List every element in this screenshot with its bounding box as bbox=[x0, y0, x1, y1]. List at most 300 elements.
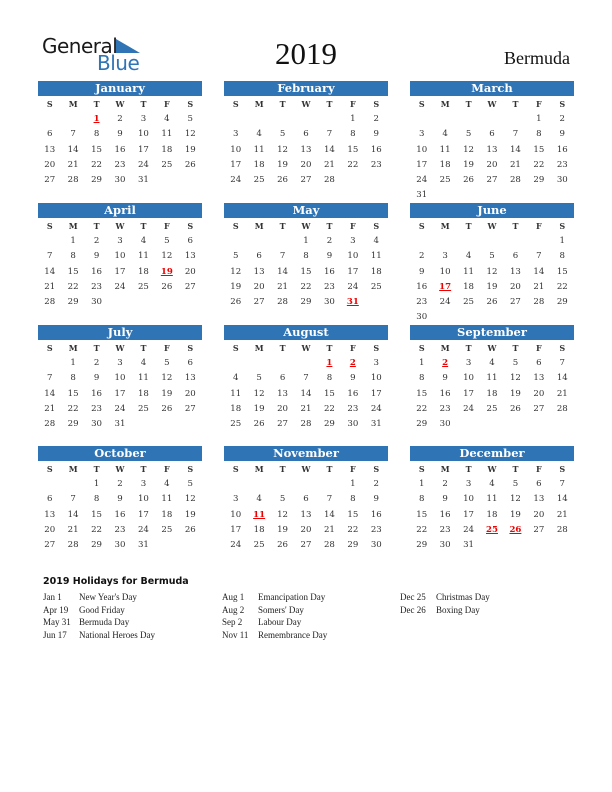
calendar-day: 13 bbox=[300, 509, 312, 520]
weekday-label: F bbox=[536, 221, 542, 231]
weekday-label: F bbox=[164, 464, 170, 474]
calendar-day: 15 bbox=[533, 144, 545, 155]
calendar-day: 1 bbox=[70, 358, 76, 369]
month-header: September bbox=[410, 325, 574, 340]
calendar-day: 16 bbox=[416, 281, 428, 292]
calendar-day: 13 bbox=[277, 388, 289, 399]
calendar-day: 3 bbox=[418, 129, 425, 140]
calendar-day: 3 bbox=[140, 479, 147, 490]
weekday-label: S bbox=[46, 343, 53, 353]
calendar-day: 11 bbox=[161, 494, 173, 505]
calendar-day: 23 bbox=[91, 403, 103, 414]
empty-day bbox=[271, 477, 294, 492]
weekday-label: M bbox=[440, 464, 450, 474]
calendar-day: 25 bbox=[486, 403, 498, 414]
empty-day bbox=[247, 477, 270, 492]
empty-day bbox=[504, 112, 527, 127]
calendar-day: 23 bbox=[91, 281, 103, 292]
month-november bbox=[224, 446, 388, 553]
weekday-label: S bbox=[232, 464, 239, 474]
calendar-day: 18 bbox=[161, 509, 173, 520]
calendar-day: 8 bbox=[418, 494, 425, 505]
calendar-day: 22 bbox=[91, 524, 103, 535]
weekday-label: T bbox=[279, 464, 286, 474]
calendar-day: 1 bbox=[70, 236, 76, 247]
calendar-day: 30 bbox=[370, 539, 382, 550]
holiday-date-label: Dec 25 bbox=[400, 592, 426, 602]
calendar-day: 29 bbox=[323, 418, 335, 429]
holiday-name: Emancipation Day bbox=[258, 592, 326, 602]
calendar-day: 22 bbox=[556, 281, 568, 292]
calendar-day: 14 bbox=[67, 144, 79, 155]
calendar-day: 21 bbox=[323, 159, 335, 170]
month-header: February bbox=[224, 81, 388, 96]
calendar-day: 29 bbox=[67, 296, 79, 307]
month-header: November bbox=[224, 446, 388, 461]
calendar-day: 5 bbox=[489, 251, 495, 262]
calendar-day: 30 bbox=[114, 174, 126, 185]
holiday-date: 19 bbox=[160, 266, 173, 277]
calendar-day: 25 bbox=[370, 281, 382, 292]
calendar-day: 22 bbox=[323, 403, 335, 414]
calendar-day: 25 bbox=[463, 296, 475, 307]
weekday-label: W bbox=[115, 343, 125, 353]
holiday-date: 31 bbox=[346, 296, 359, 307]
calendar-day: 15 bbox=[347, 144, 359, 155]
calendar-day: 26 bbox=[277, 174, 289, 185]
calendar-day: 9 bbox=[350, 373, 356, 384]
calendar-day: 12 bbox=[161, 373, 173, 384]
calendar-day: 5 bbox=[164, 236, 170, 247]
month-days-grid bbox=[410, 462, 574, 553]
month-days-grid bbox=[224, 97, 388, 188]
calendar-day: 28 bbox=[323, 174, 335, 185]
weekday-label: T bbox=[512, 343, 519, 353]
calendar-day: 12 bbox=[230, 266, 242, 277]
calendar-day: 27 bbox=[184, 281, 196, 292]
weekday-label: S bbox=[373, 221, 380, 231]
calendar-day: 9 bbox=[117, 129, 123, 140]
calendar-day: 27 bbox=[509, 296, 521, 307]
calendar-day: 21 bbox=[67, 524, 79, 535]
weekday-label: T bbox=[279, 99, 286, 109]
empty-day bbox=[480, 112, 503, 127]
calendar-day: 1 bbox=[303, 236, 309, 247]
calendar-day: 24 bbox=[230, 539, 242, 550]
calendar-day: 29 bbox=[416, 418, 428, 429]
calendar-day: 13 bbox=[184, 251, 196, 262]
calendar-day: 22 bbox=[91, 159, 103, 170]
weekday-label: T bbox=[465, 99, 472, 109]
weekday-label: T bbox=[512, 221, 519, 231]
month-header: May bbox=[224, 203, 388, 218]
calendar-day: 21 bbox=[556, 509, 568, 520]
calendar-day: 17 bbox=[137, 144, 149, 155]
weekday-label: S bbox=[373, 99, 380, 109]
calendar-day: 29 bbox=[556, 296, 568, 307]
calendar-day: 15 bbox=[416, 509, 428, 520]
calendar-day: 5 bbox=[512, 479, 519, 490]
calendar-day: 26 bbox=[161, 403, 173, 414]
holiday-item bbox=[222, 616, 327, 629]
calendar-day: 18 bbox=[137, 266, 149, 277]
holiday-date: 1 bbox=[93, 114, 100, 125]
calendar-day: 9 bbox=[559, 129, 566, 140]
calendar-day: 27 bbox=[533, 524, 545, 535]
holiday-date-label: Apr 19 bbox=[43, 604, 69, 615]
calendar-day: 17 bbox=[137, 509, 149, 520]
empty-day bbox=[318, 112, 341, 127]
calendar-day: 7 bbox=[303, 373, 309, 384]
calendar-day: 16 bbox=[347, 388, 359, 399]
calendar-day: 21 bbox=[67, 159, 79, 170]
calendar-day: 9 bbox=[93, 373, 100, 384]
calendar-day: 30 bbox=[323, 296, 335, 307]
calendar-day: 11 bbox=[486, 494, 498, 505]
calendar-day: 3 bbox=[117, 358, 123, 369]
weekday-label: S bbox=[187, 343, 194, 353]
calendar-day: 5 bbox=[512, 358, 519, 369]
calendar-day: 16 bbox=[91, 388, 103, 399]
calendar-day: 25 bbox=[253, 174, 265, 185]
weekday-label: M bbox=[68, 464, 78, 474]
calendar-day: 5 bbox=[187, 114, 194, 125]
weekday-label: T bbox=[93, 343, 100, 353]
weekday-label: F bbox=[536, 99, 542, 109]
calendar-day: 26 bbox=[184, 524, 196, 535]
weekday-label: T bbox=[465, 343, 472, 353]
calendar-day: 17 bbox=[114, 388, 126, 399]
month-march bbox=[410, 81, 574, 203]
calendar-day: 6 bbox=[256, 251, 262, 262]
empty-day bbox=[224, 112, 247, 127]
empty-day bbox=[294, 356, 317, 371]
weekday-label: F bbox=[164, 343, 170, 353]
calendar-day: 8 bbox=[536, 129, 542, 140]
weekday-label: M bbox=[254, 343, 264, 353]
empty-day bbox=[247, 112, 270, 127]
weekday-label: T bbox=[140, 343, 147, 353]
calendar-day: 10 bbox=[230, 144, 242, 155]
calendar-day: 10 bbox=[114, 373, 126, 384]
calendar-day: 26 bbox=[230, 296, 242, 307]
weekday-label: F bbox=[164, 99, 170, 109]
holiday-date-label: Jun 17 bbox=[43, 630, 67, 641]
calendar-day: 18 bbox=[486, 509, 498, 520]
month-days-grid bbox=[224, 341, 388, 432]
calendar-day: 17 bbox=[230, 524, 242, 535]
calendar-day: 16 bbox=[556, 144, 568, 155]
calendar-day: 20 bbox=[300, 524, 312, 535]
calendar-day: 8 bbox=[303, 251, 309, 262]
calendar-day: 2 bbox=[442, 479, 448, 490]
month-header: January bbox=[38, 81, 202, 96]
month-days-grid bbox=[38, 341, 202, 432]
calendar-day: 26 bbox=[463, 174, 475, 185]
month-days-grid bbox=[410, 219, 574, 325]
month-april bbox=[38, 203, 202, 310]
calendar-day: 11 bbox=[230, 388, 242, 399]
calendar-day: 27 bbox=[486, 174, 498, 185]
calendar-day: 17 bbox=[347, 266, 359, 277]
calendar-day: 21 bbox=[277, 281, 289, 292]
month-june bbox=[410, 203, 574, 325]
calendar-day: 11 bbox=[161, 129, 173, 140]
weekday-label: F bbox=[350, 221, 356, 231]
calendar-day: 8 bbox=[93, 494, 100, 505]
calendar-day: 27 bbox=[533, 403, 545, 414]
calendar-day: 20 bbox=[533, 509, 545, 520]
calendar-day: 25 bbox=[161, 524, 173, 535]
calendar-day: 23 bbox=[416, 296, 428, 307]
calendar-day: 4 bbox=[442, 129, 448, 140]
calendar-day: 20 bbox=[509, 281, 521, 292]
calendar-day: 16 bbox=[91, 266, 103, 277]
holiday-date-label: Aug 1 bbox=[222, 592, 245, 602]
calendar-day: 19 bbox=[509, 388, 521, 399]
empty-day bbox=[504, 234, 527, 249]
holiday-date: 1 bbox=[326, 358, 333, 369]
calendar-day: 28 bbox=[300, 418, 312, 429]
calendar-day: 26 bbox=[486, 296, 498, 307]
calendar-day: 7 bbox=[559, 479, 566, 490]
calendar-day: 11 bbox=[439, 144, 451, 155]
calendar-day: 7 bbox=[279, 251, 286, 262]
weekday-label: S bbox=[187, 464, 194, 474]
calendar-day: 10 bbox=[439, 266, 451, 277]
holiday-date-label: Aug 2 bbox=[222, 604, 245, 615]
weekday-label: F bbox=[350, 464, 356, 474]
calendar-day: 26 bbox=[161, 281, 173, 292]
holiday-date-label: Dec 26 bbox=[400, 604, 426, 615]
calendar-day: 7 bbox=[70, 494, 76, 505]
weekday-label: F bbox=[536, 343, 542, 353]
calendar-day: 4 bbox=[140, 236, 147, 247]
calendar-day: 22 bbox=[347, 159, 359, 170]
calendar-day: 9 bbox=[442, 373, 448, 384]
calendar-day: 18 bbox=[230, 403, 242, 414]
weekday-label: T bbox=[140, 99, 147, 109]
weekday-label: F bbox=[164, 221, 170, 231]
weekday-label: W bbox=[487, 99, 497, 109]
empty-day bbox=[38, 234, 61, 249]
calendar-day: 28 bbox=[556, 524, 568, 535]
holiday-column bbox=[400, 591, 490, 616]
calendar-day: 4 bbox=[140, 358, 147, 369]
calendar-day: 4 bbox=[256, 129, 262, 140]
calendar-day: 18 bbox=[439, 159, 451, 170]
weekday-label: S bbox=[418, 343, 425, 353]
holiday-name: Good Friday bbox=[79, 604, 125, 615]
calendar-day: 2 bbox=[93, 358, 100, 369]
calendar-day: 31 bbox=[137, 174, 149, 185]
calendar-day: 1 bbox=[418, 358, 425, 369]
calendar-day: 30 bbox=[91, 418, 103, 429]
calendar-day: 29 bbox=[347, 539, 359, 550]
calendar-day: 23 bbox=[556, 159, 568, 170]
calendar-day: 22 bbox=[416, 524, 428, 535]
weekday-label: T bbox=[279, 343, 286, 353]
calendar-day: 6 bbox=[187, 236, 194, 247]
empty-day bbox=[38, 112, 61, 127]
weekday-label: T bbox=[279, 221, 286, 231]
calendar-day: 19 bbox=[253, 403, 265, 414]
calendar-day: 19 bbox=[277, 159, 289, 170]
weekday-label: T bbox=[326, 99, 333, 109]
calendar-day: 30 bbox=[439, 539, 451, 550]
weekday-label: S bbox=[232, 343, 239, 353]
calendar-day: 12 bbox=[253, 388, 265, 399]
weekday-label: M bbox=[440, 99, 450, 109]
calendar-day: 7 bbox=[559, 358, 566, 369]
weekday-label: S bbox=[187, 221, 194, 231]
calendar-day: 13 bbox=[300, 144, 312, 155]
calendar-day: 10 bbox=[463, 494, 475, 505]
calendar-day: 14 bbox=[67, 509, 79, 520]
calendar-day: 13 bbox=[44, 509, 56, 520]
weekday-label: M bbox=[68, 343, 78, 353]
calendar-day: 29 bbox=[533, 174, 545, 185]
month-header: June bbox=[410, 203, 574, 218]
calendar-day: 18 bbox=[486, 388, 498, 399]
calendar-day: 3 bbox=[465, 479, 472, 490]
calendar-day: 16 bbox=[114, 509, 126, 520]
calendar-day: 9 bbox=[373, 494, 380, 505]
calendar-day: 9 bbox=[418, 266, 425, 277]
weekday-label: M bbox=[254, 464, 264, 474]
calendar-day: 12 bbox=[463, 144, 475, 155]
calendar-day: 18 bbox=[370, 266, 382, 277]
calendar-day: 5 bbox=[232, 251, 239, 262]
calendar-day: 5 bbox=[465, 129, 472, 140]
weekday-label: S bbox=[232, 99, 239, 109]
holiday-date-label: Jan 1 bbox=[43, 592, 62, 602]
calendar-day: 1 bbox=[536, 114, 542, 125]
empty-day bbox=[224, 477, 247, 492]
calendar-day: 28 bbox=[44, 296, 56, 307]
holiday-item bbox=[222, 591, 327, 604]
weekday-label: W bbox=[301, 464, 311, 474]
calendar-day: 8 bbox=[350, 129, 356, 140]
month-header: August bbox=[224, 325, 388, 340]
calendar-day: 24 bbox=[463, 403, 475, 414]
weekday-label: T bbox=[326, 221, 333, 231]
weekday-label: W bbox=[487, 464, 497, 474]
calendar-day: 23 bbox=[439, 403, 451, 414]
holiday-date: 25 bbox=[486, 524, 498, 535]
empty-day bbox=[224, 234, 247, 249]
holiday-list bbox=[43, 576, 583, 641]
calendar-day: 16 bbox=[114, 144, 126, 155]
calendar-day: 23 bbox=[114, 524, 126, 535]
calendar-day: 8 bbox=[418, 373, 425, 384]
calendar-day: 13 bbox=[533, 494, 545, 505]
calendar-day: 10 bbox=[463, 373, 475, 384]
empty-day bbox=[457, 112, 480, 127]
calendar-day: 29 bbox=[91, 174, 103, 185]
calendar-day: 26 bbox=[509, 403, 521, 414]
calendar-day: 4 bbox=[232, 373, 239, 384]
calendar-day: 12 bbox=[184, 129, 196, 140]
holiday-name: Labour Day bbox=[258, 617, 302, 628]
calendar-day: 23 bbox=[114, 159, 126, 170]
calendar-day: 15 bbox=[91, 144, 103, 155]
calendar-day: 7 bbox=[326, 129, 333, 140]
weekday-label: F bbox=[350, 99, 356, 109]
empty-day bbox=[294, 477, 317, 492]
holiday-item bbox=[43, 604, 155, 617]
month-october bbox=[38, 446, 202, 553]
calendar-day: 21 bbox=[44, 281, 56, 292]
calendar-day: 5 bbox=[279, 494, 286, 505]
calendar-day: 6 bbox=[536, 479, 542, 490]
month-february bbox=[224, 81, 388, 188]
month-days-grid bbox=[410, 341, 574, 432]
calendar-day: 6 bbox=[46, 129, 53, 140]
calendar-day: 24 bbox=[114, 281, 126, 292]
month-header: October bbox=[38, 446, 202, 461]
holiday-item bbox=[400, 591, 490, 604]
calendar-day: 19 bbox=[486, 281, 498, 292]
calendar-day: 22 bbox=[533, 159, 545, 170]
calendar-day: 20 bbox=[486, 159, 498, 170]
calendar-day: 28 bbox=[556, 403, 568, 414]
holiday-date: 17 bbox=[439, 281, 452, 292]
calendar-day: 6 bbox=[279, 373, 286, 384]
calendar-day: 4 bbox=[465, 251, 472, 262]
holiday-name: Remembrance Day bbox=[258, 630, 328, 641]
calendar-day: 23 bbox=[370, 524, 382, 535]
calendar-day: 19 bbox=[184, 509, 196, 520]
calendar-day: 1 bbox=[350, 479, 356, 490]
holiday-item bbox=[43, 591, 155, 604]
calendar-day: 16 bbox=[370, 509, 382, 520]
calendar-day: 3 bbox=[140, 114, 147, 125]
calendar-day: 15 bbox=[91, 509, 103, 520]
calendar-day: 27 bbox=[253, 296, 265, 307]
holiday-date: 26 bbox=[509, 524, 522, 535]
calendar-day: 24 bbox=[114, 403, 126, 414]
calendar-day: 6 bbox=[489, 129, 495, 140]
calendar-day: 24 bbox=[137, 524, 149, 535]
empty-day bbox=[480, 234, 503, 249]
calendar-day: 22 bbox=[416, 403, 428, 414]
weekday-label: M bbox=[68, 221, 78, 231]
calendar-day: 23 bbox=[439, 524, 451, 535]
calendar-day: 11 bbox=[137, 251, 149, 262]
calendar-day: 13 bbox=[253, 266, 265, 277]
calendar-day: 31 bbox=[463, 539, 475, 550]
calendar-day: 6 bbox=[512, 251, 519, 262]
empty-day bbox=[61, 112, 84, 127]
calendar-day: 6 bbox=[536, 358, 542, 369]
calendar-day: 14 bbox=[509, 144, 521, 155]
holiday-item bbox=[222, 629, 327, 642]
calendar-day: 14 bbox=[323, 509, 335, 520]
month-july bbox=[38, 325, 202, 432]
empty-day bbox=[433, 112, 456, 127]
calendar-day: 15 bbox=[556, 266, 568, 277]
calendar-day: 10 bbox=[370, 373, 382, 384]
holiday-column bbox=[222, 591, 327, 642]
calendar-day: 11 bbox=[370, 251, 382, 262]
month-days-grid bbox=[224, 219, 388, 310]
weekday-label: M bbox=[440, 343, 450, 353]
calendar-day: 12 bbox=[509, 373, 521, 384]
weekday-label: T bbox=[465, 464, 472, 474]
calendar-day: 10 bbox=[137, 494, 149, 505]
calendar-day: 22 bbox=[67, 281, 79, 292]
